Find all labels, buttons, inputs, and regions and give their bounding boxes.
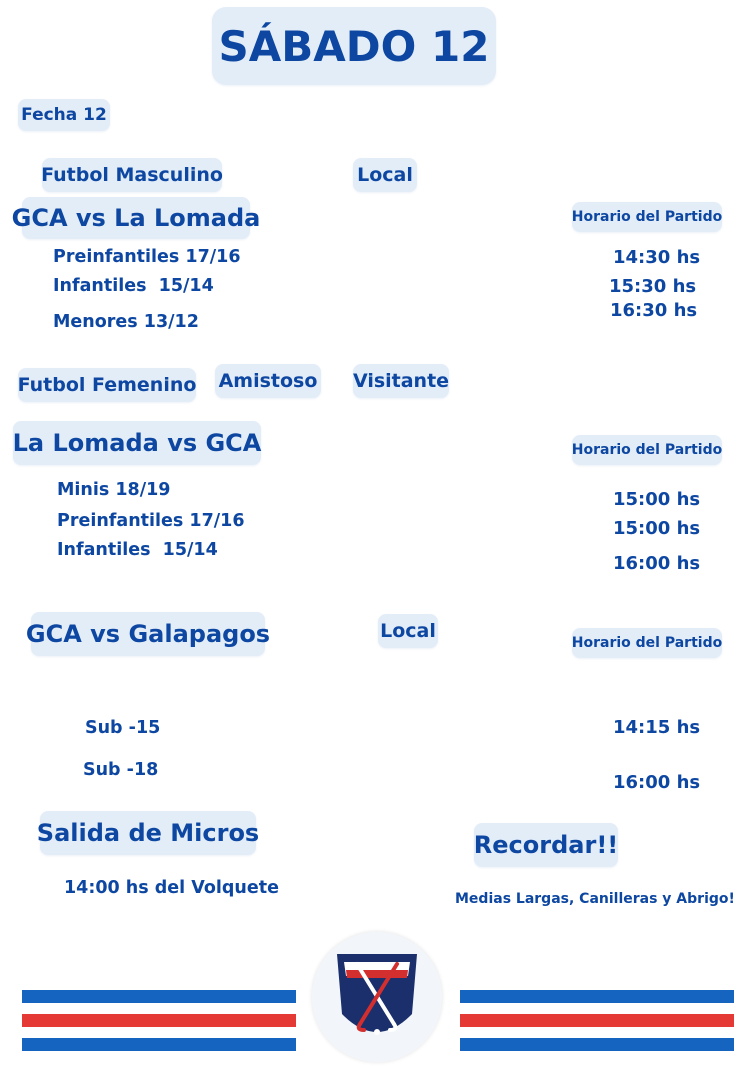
- category-label: Menores 13/12: [53, 312, 199, 332]
- category-label: Infantiles 15/14: [57, 540, 218, 560]
- match-time: 16:00 hs: [613, 772, 701, 793]
- fecha-badge: Fecha 12: [18, 99, 110, 131]
- sport-badge-femenino: Futbol Femenino: [18, 368, 196, 402]
- match-title-1: GCA vs La Lomada: [22, 197, 250, 239]
- match-time: 14:30 hs: [613, 247, 701, 268]
- match-time: 16:00 hs: [613, 553, 701, 574]
- category-label: Infantiles 15/14: [53, 276, 214, 296]
- category-label: Minis 18/19: [57, 480, 171, 500]
- condition-badge-local: Local: [353, 158, 417, 192]
- condition-badge-local-2: Local: [378, 614, 438, 648]
- category-label: Preinfantiles 17/16: [53, 247, 241, 267]
- match-title-3: GCA vs Galapagos: [31, 612, 265, 656]
- stripes-right: [460, 990, 734, 1052]
- micros-title: Salida de Micros: [40, 811, 256, 855]
- schedule-label-2: Horario del Partido: [572, 435, 722, 465]
- page-title: SÁBADO 12: [212, 7, 496, 85]
- match-time: 14:15 hs: [613, 717, 701, 738]
- reminder-detail: Medias Largas, Canilleras y Abrigo!: [455, 891, 735, 907]
- stripe-blue: [22, 1038, 296, 1051]
- match-title-2: La Lomada vs GCA: [13, 421, 261, 465]
- condition-badge-visitante: Visitante: [353, 364, 449, 398]
- sport-badge-masculino: Futbol Masculino: [42, 158, 222, 192]
- stripe-blue: [22, 990, 296, 1003]
- match-time: 15:00 hs: [613, 489, 701, 510]
- reminder-title: Recordar!!: [474, 823, 618, 867]
- category-label: Sub -15: [85, 718, 161, 738]
- schedule-label-3: Horario del Partido: [572, 628, 722, 658]
- type-badge-amistoso: Amistoso: [215, 364, 321, 398]
- match-time: 16:30 hs: [610, 300, 698, 321]
- stripe-red: [22, 1014, 296, 1027]
- club-crest-icon: [312, 932, 442, 1062]
- stripe-blue: [460, 990, 734, 1003]
- match-time: 15:00 hs: [613, 518, 701, 539]
- stripe-blue: [460, 1038, 734, 1051]
- stripes-left: [22, 990, 296, 1052]
- stripe-red: [460, 1014, 734, 1027]
- micros-detail: 14:00 hs del Volquete: [64, 878, 279, 898]
- match-time: 15:30 hs: [609, 276, 697, 297]
- category-label: Preinfantiles 17/16: [57, 511, 245, 531]
- category-label: Sub -18: [83, 760, 159, 780]
- schedule-label-1: Horario del Partido: [572, 202, 722, 232]
